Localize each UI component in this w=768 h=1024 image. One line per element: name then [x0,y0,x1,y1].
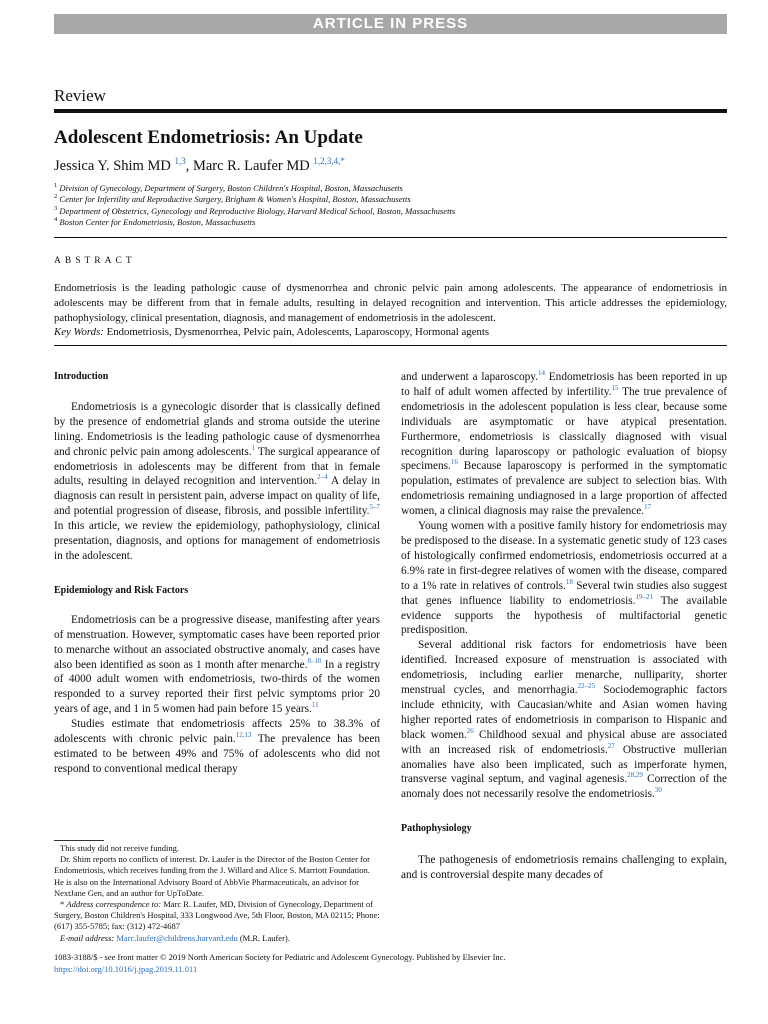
section-heading: Introduction [54,371,109,382]
email-link[interactable]: Marc.laufer@childrens.harvard.edu [116,932,238,943]
citation-link[interactable]: 2–4 [317,473,328,482]
article-in-press-banner: ARTICLE IN PRESS [54,14,727,34]
citation-link[interactable]: 18 [565,577,573,586]
article-title: Adolescent Endometriosis: An Update [54,127,363,148]
left-column [54,370,380,777]
divider [54,237,727,238]
affiliations [54,183,455,228]
citation-link[interactable]: 14 [538,369,545,378]
section-heading: Epidemiology and Risk Factors [54,584,189,596]
abstract-text: Endometriosis is the leading pathologic cause of dysmenorrhea and chronic pelvic pain among adolescents. The appearance of endometriosis in adolescents may be different from that in female adults, resulting in delayed recognition and intervention. This article addresses the epidemiology, pathophysiology, clinical presentation, diagnosis, and management of endometriosis in the adolescent. [54,282,727,324]
section-heading: Pathophysiology [401,823,472,835]
citation-link[interactable]: 11 [311,701,319,710]
copyright-line: 1083-3188/$ - see front matter © 2019 North American Society for Pediatric and Adolescent Gynecology. Published by Elsevier Inc. [54,952,506,962]
paragraph: Several additional risk factors for endometriosis have been identified. Increased exposure of menstruation is associated with endometriosis, including earlier menarche, nulliparity, shorter menstrual cycles, and menorrhagia.$^{22-25}$ Sociodemographic factors include ethnicity, with Caucasian/white and Asian women having higher reported rates of endometriosis in comparison to Hispanic and black women.$^{26}$ Childhood sexual and physical abuse are associated with an increased risk of endometriosis.$^{27}$ Obstructive mullerian anomalies have also been implicated, such as imperforate hymen, transverse vaginal septum, and vaginal agenesis.$^{28,29}$ Correction of the anomaly does not necessarily resolve the endometriosis.$^{30}$ [401,639,727,801]
abstract-heading: ABSTRACT [54,256,136,266]
citation-link[interactable]: 28,29 [627,771,643,780]
keywords [54,325,727,340]
author-affil-ref[interactable]: 1,2,3,4,* [313,156,345,167]
right-column [401,370,727,883]
paragraph: Endometriosis can be a progressive disease, manifesting after years of menstruation. However, symptomatic cases have been reported prior to menarche without an associated obstructive anomaly, and cases have also been identified as soon as 1 month after menarche.$^{8-10}$ In a registry of 4000 adult women with endometriosis, two-thirds of the women responded to a survey reported their first pelvic symptoms prior 20 years of age, and 1 in 5 women had pain before 15 years.$^{11}$ [54,613,380,716]
citation-link[interactable]: 16 [450,458,458,467]
keywords-list: Endometriosis, Dysmenorrhea, Pelvic pain, Adolescents, Laparoscopy, Hormonal agents [106,326,490,339]
affiliation: $^2$ Center for Infertility and Reproductive Surgery, Brigham & Women's Hospital, Boston, Massachusetts [54,193,411,205]
citation-link[interactable]: 19–21 [635,592,653,601]
paragraph: Young women with a positive family history for endometriosis may be predisposed to the disease. In a systematic genetic study of 123 cases of histologically confirmed endometriosis, endometriosis occurred at a 6.9% rate in first-degree relatives of women with the disease, compared to a 1% rate in relatives of controls.$^{18}$ Several twin studies also suggest that genes influence liability to endometriosis.$^{19-21}$ The available evidence supports the hypothesis of multifactorial genetic predisposition. [401,520,727,637]
footnotes [54,843,380,944]
section-label: Review [54,86,106,105]
author-name: Jessica Y. Shim MD [54,158,171,174]
citation-link[interactable]: 17 [644,503,652,512]
author-list [54,158,345,175]
citation-link[interactable]: 8–10 [307,656,322,665]
author-name: Marc R. Laufer MD [192,158,310,174]
citation-link[interactable]: 27 [607,741,615,750]
email-note: E-mail address: Marc.laufer@childrens.harvard.edu (M.R. Laufer). [60,932,290,943]
paragraph: The pathogenesis of endometriosis remains challenging to explain, and is controversial despite many decades of [401,854,727,882]
citation-link[interactable]: 30 [654,786,662,795]
citation-link[interactable]: 1 [251,443,256,452]
author-separator: , [185,158,190,174]
paragraph: and underwent a laparoscopy.$^{14}$ Endometriosis has been reported in up to half of adult women affected by infertility.$^{15}$ The true prevalence of endometriosis in the adolescent population is less clear, because some individuals are asymptomatic or have atypical presentation. Furthermore, endometriosis is classically diagnosed with visual recognition during laparoscopy or pathologic evaluation of biopsy specimens.$^{16}$ Because laparoscopy is performed in the symptomatic population, estimates of prevalence are subject to selection bias. With endometriosis remaining undiagnosed in a large proportion of affected women, a clinical diagnosis may raise the prevalence.$^{17}$ [401,369,728,518]
divider [54,345,727,346]
footnote-rule [54,840,104,841]
paragraph: Endometriosis is a gynecologic disorder that is classically defined by the presence of endometrial glands and stroma outside the uterine lining. Endometriosis is the leading pathologic cause of dysmenorrhea and chronic pelvic pain among adolescents.$^1$ The surgical appearance of endometriosis in adolescents may be different from that in female adults, resulting in delayed recognition and intervention.$^{2-4}$ A delay in diagnosis can result in persistent pain, adverse impact on quality of life, and potential progression of disease, fibrosis, and possible infertility.$^{5-7}$ In this article, we review the epidemiology, pathophysiology, clinical presentation, diagnosis, and options for management of endometriosis in the adolescent. [54,400,380,562]
citation-link[interactable]: 15 [611,384,619,393]
citation-link[interactable]: 12,13 [235,731,252,740]
keywords-label: Key Words: [54,326,104,339]
abstract [54,281,727,340]
affiliation: $^4$ Boston Center for Endometriosis, Boston, Massachusetts [54,216,256,227]
affiliation: $^3$ Department of Obstetrics, Gynecology and Reproductive Biology, Harvard Medical School, Boston, Massachusetts [54,204,456,216]
affiliation: $^1$ Division of Gynecology, Department of Surgery, Boston Children's Hospital, Boston, Massachusetts [54,182,403,193]
conflict-note: Dr. Shim reports no conflicts of interest. Dr. Laufer is the Director of the Boston Center for Endometriosis, which receives funding from the J. Willard and Alice S. Marriott Foundation. He is also on the International Advisory Board of AbbVie Pharmaceuticals, an advisor for NextJane Gen, and an author for UpToDate. [54,854,370,898]
funding-note: This study did not receive funding. [60,843,179,853]
citation-link[interactable]: 22–25 [577,682,596,691]
citation-link[interactable]: 5–7 [369,503,380,512]
paragraph: Studies estimate that endometriosis affects 25% to 38.3% of adolescents with chronic pelvic pain.$^{12,13}$ The prevalence has been estimated to be between 49% and 75% of adolescents who did not respond to conventional medical therapy [54,718,380,775]
corresponding-author-mark: * [340,156,345,167]
doi-link[interactable]: https://doi.org/10.1016/j.jpag.2019.11.011 [54,963,198,974]
author-affil-ref[interactable]: 1,3 [174,156,186,167]
correspondence-note: * Address correspondence to: Marc R. Laufer, MD, Division of Gynecology, Department of Surgery, Boston Children's Hospital, 333 Longwood Ave, 5th Floor, Boston, MA 02115; Phone: (617) 355-5785; fax: (312) 472-4687 [54,899,380,932]
header-rule [54,109,727,113]
page-footer [54,952,506,975]
citation-link[interactable]: 26 [466,726,474,735]
